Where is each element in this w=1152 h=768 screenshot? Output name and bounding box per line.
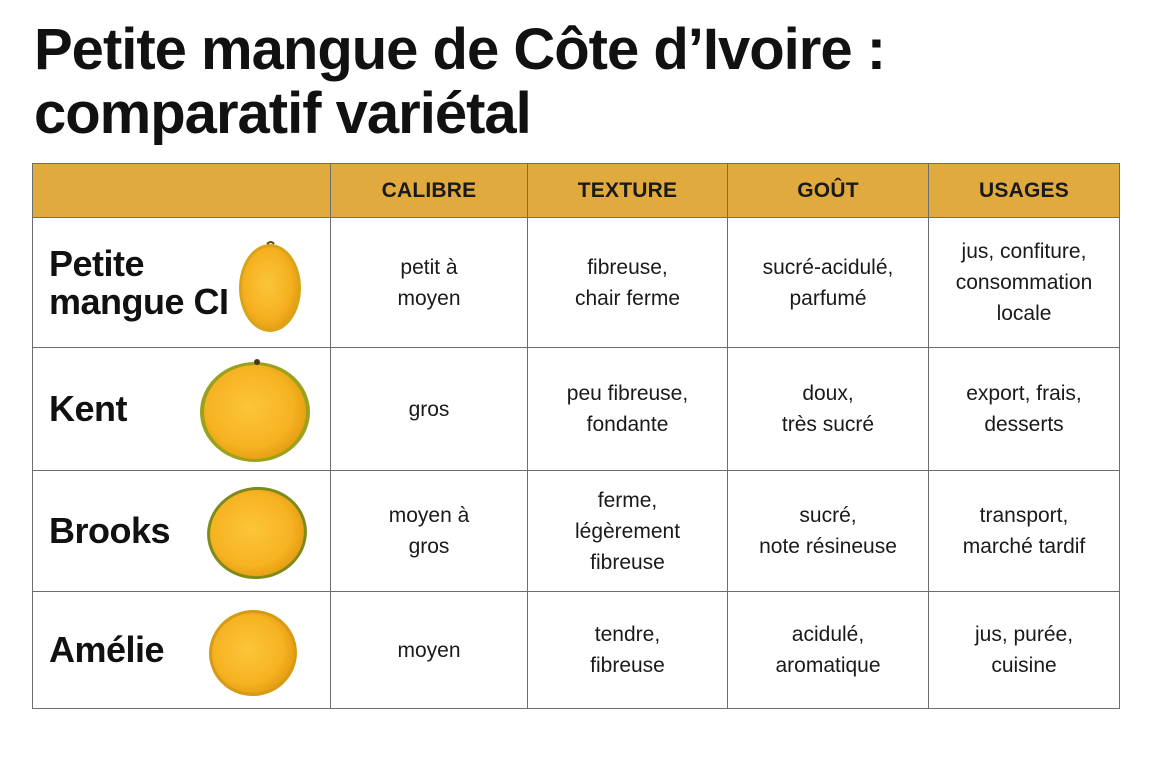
calibre-cell — [331, 471, 528, 592]
calibre-value: moyen à gros — [388, 504, 470, 558]
gout-cell — [728, 471, 929, 592]
variety-cell — [33, 592, 331, 709]
calibre-cell — [331, 348, 528, 471]
texture-cell — [528, 592, 728, 709]
table-row — [33, 348, 1120, 471]
mango-image — [205, 606, 301, 700]
mango-image — [233, 236, 307, 336]
variety-cell — [33, 218, 331, 348]
calibre-value: moyen — [397, 638, 461, 662]
texture-value: tendre, fibreuse — [590, 623, 665, 677]
table-row — [33, 471, 1120, 592]
texture-value: ferme, légèrement fibreuse — [574, 488, 681, 574]
mango-image — [201, 483, 313, 583]
table-header-row — [33, 164, 1120, 218]
header-variety — [33, 164, 331, 218]
gout-cell — [728, 348, 929, 471]
variety-name: Petite mangue CI — [49, 242, 229, 322]
gout-value: sucré-acidulé, parfumé — [762, 255, 894, 310]
texture-value: peu fibreuse, fondante — [566, 382, 689, 436]
usages-cell — [929, 218, 1120, 348]
texture-cell — [528, 348, 728, 471]
variety-name: Amélie — [49, 629, 165, 670]
variety-name: Kent — [49, 388, 127, 429]
usages-cell — [929, 348, 1120, 471]
usages-value: transport, marché tardif — [962, 504, 1086, 558]
header-gout: GOÛT — [728, 164, 929, 218]
header-calibre: CALIBRE — [331, 164, 528, 218]
variety-cell — [33, 471, 331, 592]
usages-cell — [929, 592, 1120, 709]
texture-cell — [528, 471, 728, 592]
title-line-1: Petite mangue de Côte d’Ivoire : — [34, 17, 886, 82]
mango-image — [195, 354, 313, 466]
title-line-2: comparatif variétal — [34, 81, 531, 146]
usages-value: export, frais, desserts — [966, 382, 1082, 436]
calibre-cell — [331, 218, 528, 348]
calibre-value: gros — [408, 397, 450, 421]
variety-cell — [33, 348, 331, 471]
calibre-value: petit à moyen — [397, 255, 461, 310]
gout-value: acidulé, aromatique — [775, 623, 881, 677]
variety-name: Brooks — [49, 510, 171, 551]
texture-cell — [528, 218, 728, 348]
usages-value: jus, purée, cuisine — [974, 623, 1074, 677]
header-texture: TEXTURE — [528, 164, 728, 218]
page-title — [34, 18, 885, 146]
gout-cell — [728, 592, 929, 709]
gout-cell — [728, 218, 929, 348]
calibre-cell — [331, 592, 528, 709]
usages-cell — [929, 471, 1120, 592]
gout-value: doux, très sucré — [781, 382, 875, 436]
usages-value: jus, confiture, consommation locale — [955, 240, 1093, 325]
texture-value: fibreuse, chair ferme — [574, 255, 681, 310]
gout-value: sucré, note résineuse — [759, 504, 897, 558]
table-row — [33, 218, 1120, 348]
header-usages: USAGES — [929, 164, 1120, 218]
comparison-table — [32, 163, 1120, 709]
table-row — [33, 592, 1120, 709]
